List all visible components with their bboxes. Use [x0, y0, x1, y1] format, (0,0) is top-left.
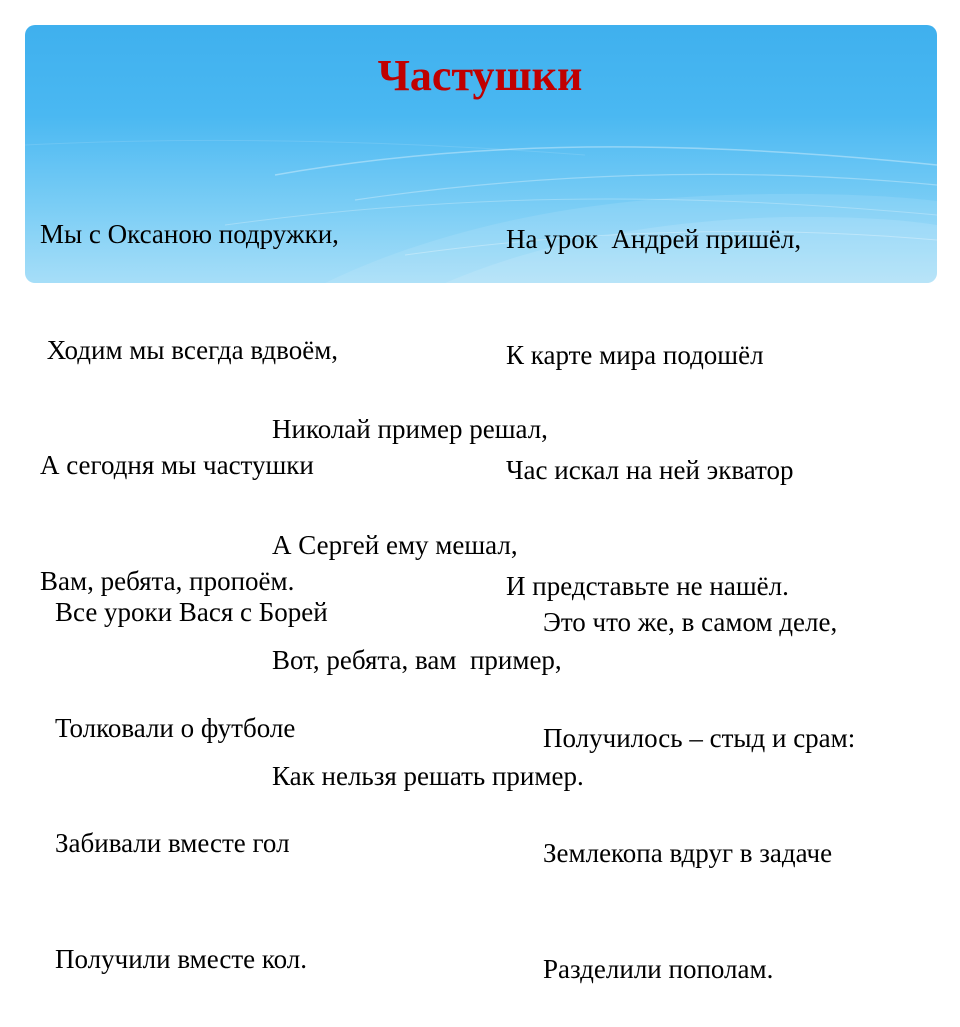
stanza-line: Толковали о футболе — [55, 712, 296, 743]
stanza-line: А Сергей ему мешал, — [272, 529, 518, 560]
stanza-line: Получилось – стыд и срам: — [543, 722, 856, 753]
stanza-line: И представьте не нашёл. — [506, 570, 789, 601]
stanza-line: Вот, ребята, вам пример, — [272, 645, 562, 675]
stanza-line: Разделили пополам. — [543, 953, 774, 984]
stanza-line: Землекопа вдруг в задаче — [543, 838, 833, 868]
stanza-line: Вам, ребята, пропоём. — [40, 565, 295, 596]
stanza-line: Как нельзя решать пример. — [272, 760, 584, 791]
stanza-line: Час искал на ней экватор — [506, 455, 794, 485]
stanza-line: Ходим мы всегда вдвоём, — [40, 334, 339, 365]
stanza-line: Это что же, в самом деле, — [543, 607, 838, 637]
stanza-line: На урок Андрей пришёл, — [506, 224, 802, 254]
stanza-line: Забивали вместе гол — [55, 828, 290, 858]
stanza-line: Получили вместе кол. — [55, 943, 307, 974]
chastushka-stanza-vasya — [55, 516, 328, 1017]
stanza-line: К карте мира подошёл — [506, 339, 764, 370]
chastushka-stanza-zemlekop — [543, 526, 855, 1027]
stanza-line: Все уроки Вася с Борей — [55, 597, 328, 627]
stanza-line: Мы с Оксаною подружки, — [40, 219, 339, 249]
stanza-line: А сегодня мы частушки — [40, 450, 314, 480]
slide-title: Частушки — [377, 51, 583, 100]
stanza-line: Николай пример решал, — [272, 414, 548, 444]
